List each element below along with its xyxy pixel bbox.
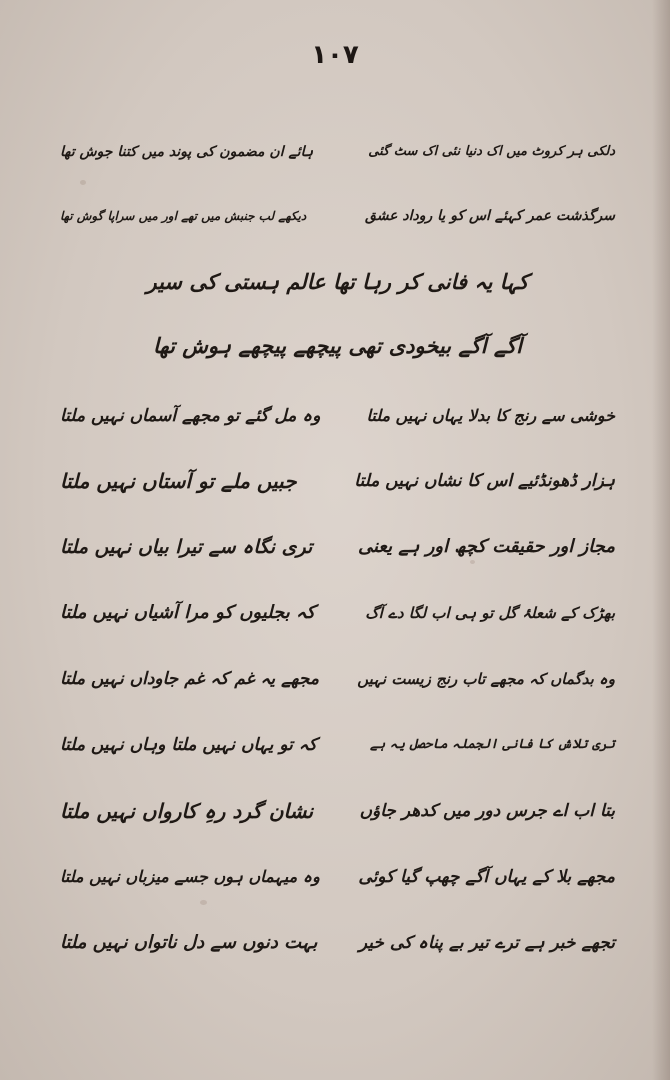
misra-second: ہائے ان مضمون کی پوند میں کتنا جوش تھا (60, 144, 314, 160)
couplet (60, 851, 615, 903)
couplet (60, 587, 615, 639)
misra-first: خوشی سے رنج کا بدلا یہاں نہیں ملتا (366, 406, 615, 425)
misra-first: مجھے بلا کے یہاں آگے چھپ گیا کوئی (358, 867, 615, 887)
maqta-line-1: کہا یہ فانی کر رہا تھا عالم ہستی کی سیر (146, 270, 529, 294)
paper-spot (80, 180, 86, 185)
misra-second: جبیں ملے تو آستاں نہیں ملتا (60, 469, 297, 493)
misra-second: بہت دنوں سے دل ناتواں نہیں ملتا (60, 932, 318, 953)
couplet (60, 653, 615, 705)
misra-first: سرگذشت عمر کہئے اس کو یا روداد عشق (365, 208, 615, 224)
misra-first: وہ بدگماں کہ مجھے تاب رنج زیست نہیں (357, 670, 615, 688)
maqta-line-2: آگے آگے بیخودی تھی پیچھے پیچھے ہوش تھا (152, 334, 522, 358)
misra-first: بھڑک کے شعلۂ گل تو ہی اب لگا دے آگ (365, 604, 615, 622)
misra-second: وہ میہماں ہوں جسے میزباں نہیں ملتا (60, 867, 320, 886)
misra-second: دیکھے لب جنبش میں تھے اور میں سراپا گوش تھا (60, 209, 307, 223)
misra-second: کہ بجلیوں کو مرا آشیاں نہیں ملتا (60, 602, 316, 623)
misra-second: مجھے یہ غم کہ غم جاوداں نہیں ملتا (60, 669, 319, 689)
misra-second: وہ مل گئے تو مجھے آسماں نہیں ملتا (60, 406, 321, 426)
misra-first: تجھے خبر ہے ترے تیر بے پناہ کی خیر (358, 933, 615, 953)
couplet (60, 190, 615, 242)
misra-first: تری تلاش کا فانی الجملہ ماحصل یہ ہے (370, 737, 615, 752)
couplet (60, 521, 615, 573)
misra-second: کہ تو یہاں نہیں ملتا وہاں نہیں ملتا (60, 735, 317, 755)
page-edge-shadow (652, 0, 670, 1080)
couplet (60, 785, 615, 837)
couplet (60, 455, 615, 507)
misra-first: ہزار ڈھونڈئیے اس کا نشاں نہیں ملتا (354, 471, 615, 491)
misra-second: تری نگاہ سے تیرا بیاں نہیں ملتا (60, 536, 313, 558)
couplet (60, 390, 615, 442)
misra-first: مجاز اور حقیقت کچھ اور ہے یعنی (357, 536, 615, 557)
couplet (60, 126, 615, 178)
misra-first: دلکی ہر کروٹ میں اک دنیا نئی اک سٹ گئی (368, 144, 615, 159)
page-number: ۱۰۷ (311, 40, 359, 70)
misra-first: بتا اب اے جرس دور میں کدھر جاؤں (359, 801, 615, 821)
couplet (60, 719, 615, 771)
couplet (60, 917, 615, 969)
misra-second: نشان گرد رہِ کارواں نہیں ملتا (60, 799, 314, 823)
